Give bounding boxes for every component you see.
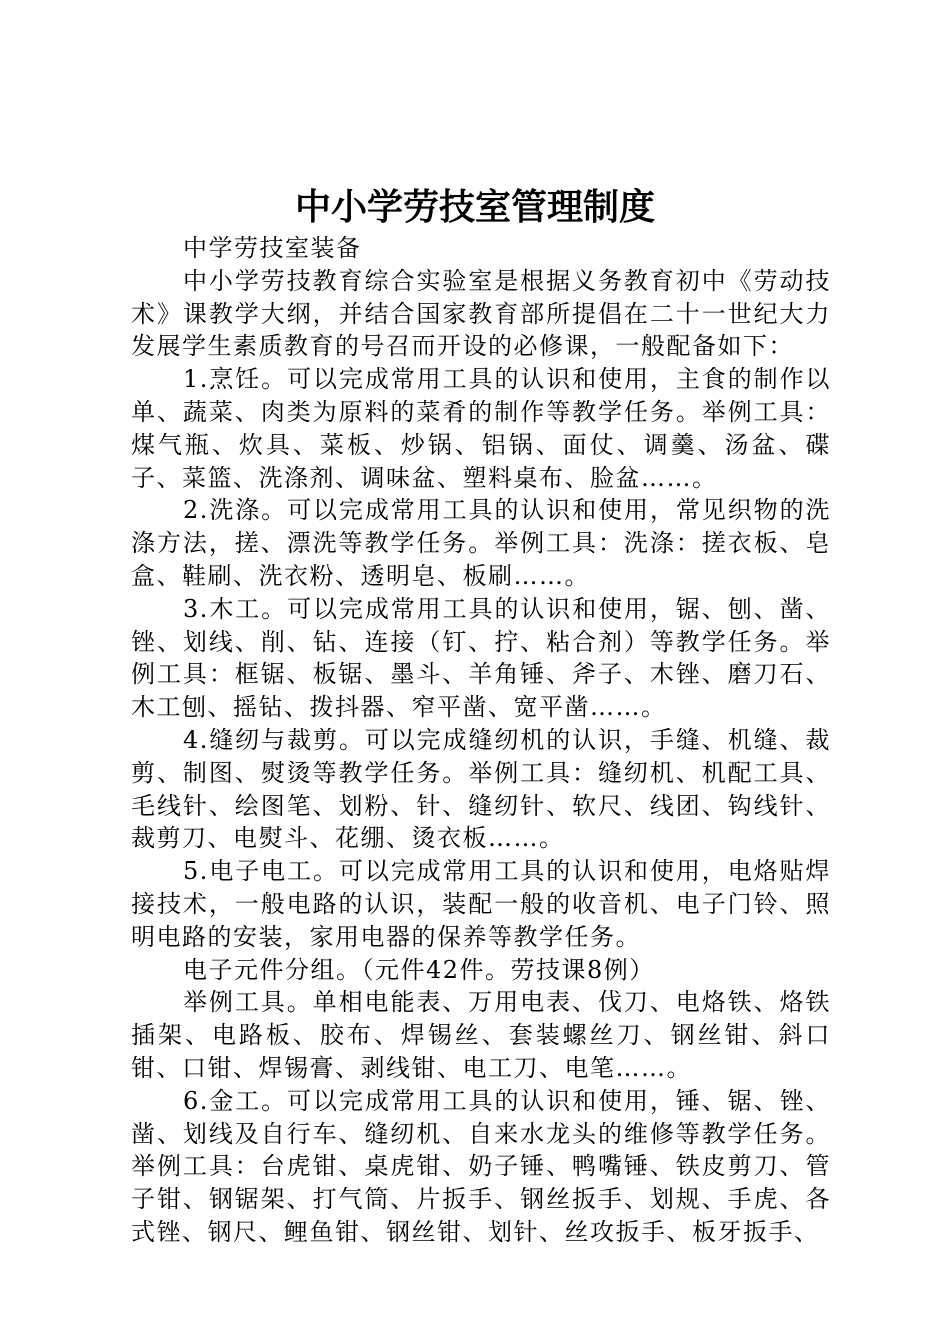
paragraph-electronics-tools: 举例工具。单相电能表、万用电表、伐刀、电烙铁、烙铁插架、电路板、胶布、焊锡丝、套装螺丝刀、钢丝钳、斜口钳、口钳、焊锡膏、剥线钳、电工刀、电笔……。: [131, 988, 831, 1082]
paragraph-intro: 中小学劳技教育综合实验室是根据义务教育初中《劳动技术》课教学大纲，并结合国家教育部所提倡在二十一世纪大力发展学生素质教育的号召而开设的必修课，一般配备如下：: [131, 266, 831, 361]
paragraph-subtitle: 中学劳技室装备: [183, 234, 362, 262]
paragraph-component-groups: 电子元件分组。（元件42件。劳技课8例）: [183, 955, 655, 984]
paragraph-washing: 2.洗涤。可以完成常用工具的认识和使用，常见织物的洗涤方法，搓、漂洗等教学任务。举例工具：洗涤：搓衣板、皂盒、鞋刷、洗衣粉、透明皂、板刷……。: [131, 496, 831, 590]
paragraph-sewing: 4.缝纫与裁剪。可以完成缝纫机的认识，手缝、机缝、裁剪、制图、熨烫等教学任务。举例工具：缝纫机、机配工具、毛线针、绘图笔、划粉、针、缝纫针、软尺、线团、钩线针、裁剪刀、电熨斗、花绷、烫衣板……。: [131, 725, 831, 853]
paragraph-woodwork: 3.木工。可以完成常用工具的认识和使用，锯、刨、凿、锉、划线、削、钻、连接（钉、拧、粘合剂）等教学任务。举例工具：框锯、板锯、墨斗、羊角锤、斧子、木锉、磨刀石、木工刨、摇钻、拨抖器、窄平凿、宽平凿……。: [131, 594, 831, 722]
paragraph-metalwork: 6.金工。可以完成常用工具的认识和使用，锤、锯、锉、凿、划线及自行车、缝纫机、自来水龙头的维修等教学任务。举例工具：台虎钳、桌虎钳、奶子锤、鸭嘴锤、铁皮剪刀、管子钳、钢锯架、打气筒、片扳手、钢丝扳手、划规、手虎、各式锉、钢尺、鲤鱼钳、钢丝钳、划针、丝攻扳手、板牙扳手、: [131, 1086, 831, 1246]
paragraph-electronics: 5.电子电工。可以完成常用工具的认识和使用，电烙贴焊接技术，一般电路的认识，装配一般的收音机、电子门铃、照明电路的安装，家用电器的保养等教学任务。: [131, 857, 831, 951]
document-title: 中小学劳技室管理制度: [294, 187, 655, 228]
document-body: [131, 232, 831, 1249]
paragraph-cooking: 1.烹饪。可以完成常用工具的认识和使用，主食的制作以单、蔬菜、肉类为原料的菜肴的制作等教学任务。举例工具：煤气瓶、炊具、菜板、炒锅、铝锅、面仗、调羹、汤盆、碟子、菜篮、洗涤剂、调味盆、塑料桌布、脸盆……。: [131, 365, 831, 492]
